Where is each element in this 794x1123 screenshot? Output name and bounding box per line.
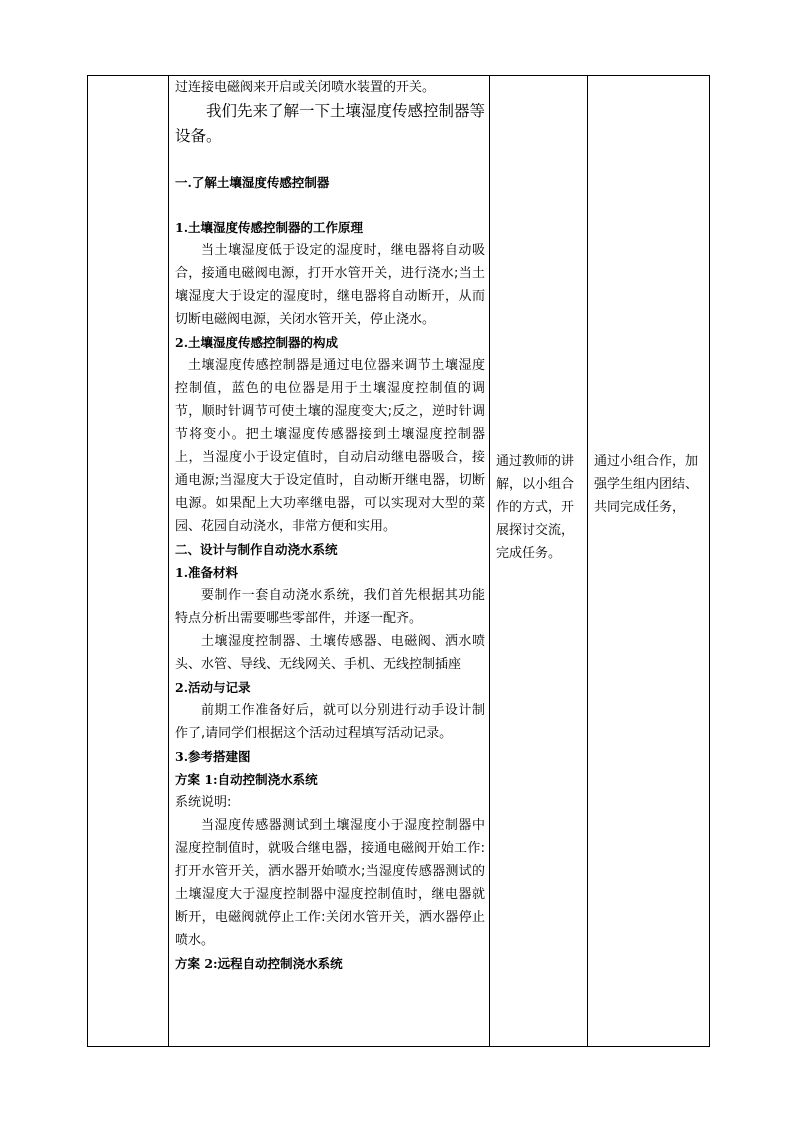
design-intent-cell [588,76,710,1047]
section-heading-1: 一.了解土壤湿度传感控制器 [175,175,330,190]
subheading-2-2: 2.活动与记录 [175,680,251,695]
paragraph-principle: 当土壤湿度低于设定的湿度时，继电器将自动吸合，接通电磁阀电源，打开水管开关，进行浇水;当土壤湿度大于设定的湿度时，继电器将自动断开，从而切断电磁阀电源，关闭水管开关，停止浇水。 [175,243,485,327]
paragraph-activity: 前期工作准备好后，就可以分别进行动手设计制作了,请同学们根据这个活动过程填写活动记录。 [175,703,485,741]
paragraph-materials-list: 土壤湿度控制器、土壤传感器、电磁阀、洒水喷头、水管、导线、无线网关、手机、无线控制插座 [175,634,485,672]
subheading-1-2: 2.土壤湿度传感控制器的构成 [175,335,339,350]
lesson-plan-table [87,75,710,1047]
section-heading-2: 二、设计与制作自动浇水系统 [175,542,338,557]
subheading-2-3: 3.参考搭建图 [175,749,251,764]
plan-1-label: 系统说明: [175,795,232,810]
student-activity-cell [490,76,588,1047]
student-activity-text: 通过教师的讲解，以小组合作的方式，开展探讨交流，完成任务。 [496,454,575,561]
paragraph-materials: 要制作一套自动浇水系统，我们首先根据其功能特点分析出需要哪些零部件，并逐一配齐。 [175,588,485,626]
intro-line: 过连接电磁阀来开启或关闭喷水装置的开关。 [175,80,436,95]
plan-1-heading: 方案 1:自动控制浇水系统 [175,772,318,787]
plan-2-heading: 方案 2:远程自动控制浇水系统 [175,956,343,971]
empty-cell [88,76,169,1047]
subheading-2-1: 1.准备材料 [175,565,239,580]
subheading-1-1: 1.土壤湿度传感控制器的工作原理 [175,220,364,235]
intro-paragraph: 我们先来了解一下土壤湿度传感控制器等设备。 [175,102,486,145]
paragraph-structure: 土壤湿度传感控制器是通过电位器来调节土壤湿度控制值，蓝色的电位器是用于土壤湿度控制值的调节，顺时针调节可使土壤的湿度变大;反之，逆时针调节将变小。把土壤湿度传感器接到土壤湿度控制器上，当湿度小于设定值时，自动启动继电器吸合，接通电源;当湿度大于设定值时，自动断开继电器，切断电源。如果配上大功率继电器，可以实现对大型的菜园、花园自动浇水，非常方便和实用。 [175,358,485,534]
teaching-content-cell [169,76,490,1047]
table-row [88,76,710,1047]
design-intent-text: 通过小组合作，加强学生组内团结、共同完成任务， [594,454,699,515]
paragraph-plan-1: 当湿度传感器测试到土壤湿度小于湿度控制器中湿度控制值时，就吸合继电器，接通电磁阀开始工作:打开水管开关，洒水器开始喷水;当湿度传感器测试的土壤湿度大于湿度控制器中湿度控制值时，继电器就断开，电磁阀就停止工作:关闭水管开关，洒水器停止喷水。 [175,818,485,948]
